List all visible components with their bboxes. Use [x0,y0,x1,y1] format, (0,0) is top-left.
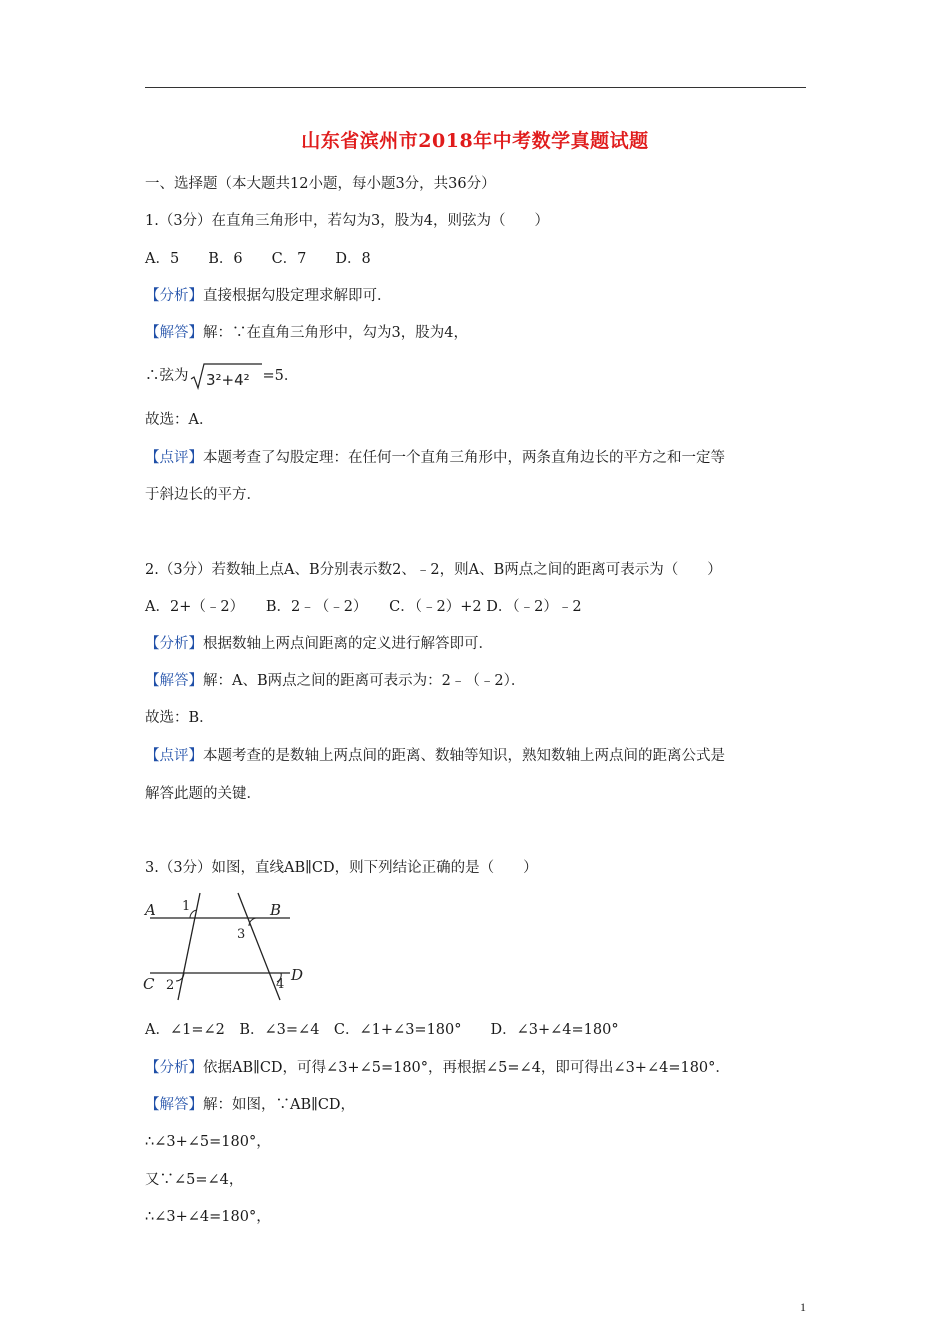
sqrt-symbol [190,362,262,390]
q1-options: A．5 B．6 C．7 D．8 [145,251,371,267]
label-angle-1: 1 [182,899,191,914]
label-b: B [270,901,282,919]
q3-options: A．∠1=∠2 B．∠3=∠4 C．∠1+∠3=180° D．∠3+∠4=180° [145,1022,619,1038]
q2-options: A．2+（﹣2） B．2﹣（﹣2） C．（﹣2）+2 D．（﹣2）﹣2 [145,599,582,615]
comment-tag: 【点评】 [145,450,203,466]
label-angle-2: 2 [166,978,175,993]
q2-solution [145,671,525,691]
label-c: C [143,975,155,993]
q1-analysis [145,286,392,306]
header-rule [145,87,806,88]
solution-tag: 【解答】 [145,673,203,689]
solution-text: 解：如图，∵AB∥CD， [203,1097,356,1113]
q1-stem: 1.（3分）在直角三角形中，若勾为3，股为4，则弦为（ ） [145,213,550,229]
q1-comment-cont: 于斜边长的平方． [145,487,261,503]
q2-comment [145,746,725,766]
sqrt-radicand: 3²+4² [205,371,250,389]
q1-comment [145,448,725,468]
step-suffix: =5． [262,368,299,384]
analysis-text: 直接根据勾股定理求解即可． [203,288,392,304]
label-a: A [145,901,156,919]
comment-text: 本题考查的是数轴上两点间的距离、数轴等知识，熟知数轴上两点间的距离公式是 [203,748,725,764]
q3-stem: 3.（3分）如图，直线AB∥CD，则下列结论正确的是（ ） [145,860,538,876]
q2-stem: 2.（3分）若数轴上点A、B分别表示数2、﹣2，则A、B两点之间的距离可表示为（ ） [145,562,722,578]
sqrt-expression [190,362,262,390]
q2-analysis [145,634,493,654]
q3-solution [145,1095,355,1115]
q2-comment-cont: 解答此题的关键． [145,786,261,802]
label-angle-3: 3 [237,927,246,942]
q3-step-1: ∴∠3+∠5=180°， [145,1134,271,1150]
q3-analysis [145,1058,730,1078]
q1-step [145,362,298,390]
page-number: 1 [800,1300,806,1314]
label-d: D [291,966,304,984]
solution-text: 解：A、B两点之间的距离可表示为：2﹣（﹣2）． [203,673,526,689]
analysis-tag: 【分析】 [145,636,203,652]
page-title: 山东省滨州市2018年中考数学真题试题 [301,130,649,152]
parallel-lines-figure [140,890,310,1005]
q1-choice: 故选：A． [145,412,214,428]
solution-text: 解：∵在直角三角形中，勾为3，股为4， [203,325,468,341]
analysis-text: 依据AB∥CD，可得∠3+∠5=180°，再根据∠5=∠4，即可得出∠3+∠4=180°． [203,1060,730,1076]
solution-tag: 【解答】 [145,1097,203,1113]
q3-step-2: 又∵∠5=∠4， [145,1172,244,1188]
analysis-tag: 【分析】 [145,1060,203,1076]
analysis-tag: 【分析】 [145,288,203,304]
comment-text: 本题考查了勾股定理：在任何一个直角三角形中，两条直角边长的平方之和一定等 [203,450,725,466]
step-prefix: ∴弦为 [145,368,189,384]
section-heading: 一、选择题（本大题共12小题，每小题3分，共36分） [145,176,496,192]
q3-step-3: ∴∠3+∠4=180°， [145,1209,271,1225]
solution-tag: 【解答】 [145,325,203,341]
q2-choice: 故选：B． [145,710,214,726]
analysis-text: 根据数轴上两点间距离的定义进行解答即可． [203,636,493,652]
comment-tag: 【点评】 [145,748,203,764]
label-angle-4: 4 [276,977,285,992]
q1-solution [145,323,468,343]
